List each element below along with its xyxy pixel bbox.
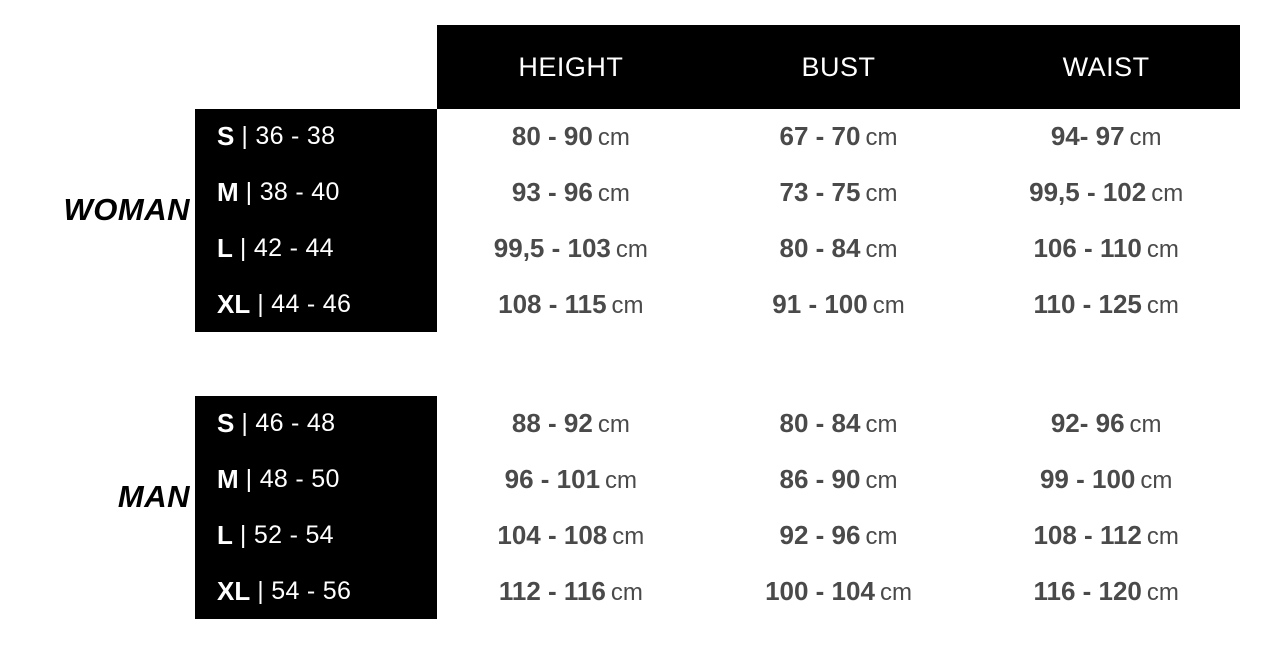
value: 108 - 115 <box>498 288 607 319</box>
cell-bust <box>705 289 973 320</box>
unit: cm <box>1146 291 1179 319</box>
eu-size-label: | 52 - 54 <box>239 520 334 549</box>
cell-height <box>437 408 705 439</box>
cell-waist <box>972 464 1240 495</box>
table-row <box>437 276 1240 332</box>
table-row <box>437 396 1240 452</box>
eu-size-label: | 36 - 38 <box>241 122 336 151</box>
unit: cm <box>865 124 898 152</box>
unit: cm <box>865 180 898 208</box>
column-header-height: HEIGHT <box>518 51 624 82</box>
measurements-man <box>437 396 1240 619</box>
unit: cm <box>1146 522 1179 550</box>
table-row <box>195 165 437 221</box>
value: 116 - 120 <box>1033 575 1142 606</box>
column-header-bust: BUST <box>801 51 876 82</box>
size-label: L <box>217 519 233 550</box>
eu-size-label: | 42 - 44 <box>239 233 334 262</box>
value: 80 - 90 <box>511 121 593 152</box>
cell-bust <box>705 408 973 439</box>
cell-height <box>437 233 705 264</box>
cell-height <box>437 289 705 320</box>
size-label: L <box>217 232 233 263</box>
size-label: S <box>217 121 235 152</box>
cell-waist <box>972 576 1240 607</box>
size-label: M <box>217 177 239 208</box>
unit: cm <box>1140 467 1173 495</box>
unit: cm <box>610 578 643 606</box>
cell-bust <box>705 121 973 152</box>
unit: cm <box>1129 124 1162 152</box>
measurements-woman <box>437 109 1240 332</box>
table-row <box>437 508 1240 564</box>
cell-bust <box>705 177 973 208</box>
unit: cm <box>612 522 645 550</box>
unit: cm <box>872 291 905 319</box>
value: 96 - 101 <box>504 464 601 495</box>
value: 73 - 75 <box>779 177 861 208</box>
value: 86 - 90 <box>779 464 861 495</box>
table-row <box>437 452 1240 508</box>
value: 104 - 108 <box>497 519 608 550</box>
unit: cm <box>1146 235 1179 263</box>
value: 91 - 100 <box>772 288 868 319</box>
size-label: S <box>217 408 235 439</box>
cell-bust <box>705 233 973 264</box>
unit: cm <box>611 291 644 319</box>
cell-waist <box>972 177 1240 208</box>
cell-height <box>437 177 705 208</box>
table-row <box>437 165 1240 221</box>
value: 99,5 - 103 <box>493 232 611 263</box>
cell-waist <box>972 520 1240 551</box>
cell-height <box>437 576 705 607</box>
cell-waist <box>972 121 1240 152</box>
value: 93 - 96 <box>511 177 593 208</box>
cell-height <box>437 121 705 152</box>
table-row <box>437 221 1240 277</box>
value: 99,5 - 102 <box>1029 177 1147 208</box>
cell-bust <box>705 464 973 495</box>
value: 94- 97 <box>1050 121 1125 152</box>
unit: cm <box>1151 180 1184 208</box>
table-row <box>437 563 1240 619</box>
eu-size-label: | 44 - 46 <box>257 289 352 318</box>
table-row <box>195 563 437 619</box>
unit: cm <box>615 235 648 263</box>
group-label-woman: WOMAN <box>63 192 190 227</box>
unit: cm <box>597 411 630 439</box>
table-row <box>195 452 437 508</box>
group-label-man: MAN <box>117 479 190 514</box>
eu-size-label: | 38 - 40 <box>245 178 340 207</box>
unit: cm <box>1129 411 1162 439</box>
size-label: M <box>217 464 239 495</box>
cell-height <box>437 464 705 495</box>
cell-waist <box>972 408 1240 439</box>
value: 106 - 110 <box>1033 232 1142 263</box>
size-label: XL <box>217 288 251 319</box>
size-block-woman <box>195 109 437 332</box>
value: 100 - 104 <box>765 575 875 606</box>
unit: cm <box>597 180 630 208</box>
size-label: XL <box>217 575 251 606</box>
cell-waist <box>972 233 1240 264</box>
value: 67 - 70 <box>779 121 861 152</box>
unit: cm <box>605 467 638 495</box>
unit: cm <box>865 411 898 439</box>
value: 92- 96 <box>1050 408 1125 439</box>
cell-bust <box>705 576 973 607</box>
table-row <box>437 109 1240 165</box>
value: 108 - 112 <box>1033 519 1142 550</box>
unit: cm <box>597 124 630 152</box>
table-row <box>195 396 437 452</box>
value: 80 - 84 <box>779 232 861 263</box>
size-block-man <box>195 396 437 619</box>
eu-size-label: | 48 - 50 <box>245 465 340 494</box>
eu-size-label: | 46 - 48 <box>241 409 336 438</box>
table-row <box>195 221 437 277</box>
table-row <box>195 508 437 564</box>
value: 99 - 100 <box>1039 464 1136 495</box>
value: 110 - 125 <box>1033 288 1142 319</box>
value: 88 - 92 <box>511 408 593 439</box>
value: 92 - 96 <box>779 519 861 550</box>
unit: cm <box>865 235 898 263</box>
unit: cm <box>865 467 898 495</box>
unit: cm <box>865 522 898 550</box>
column-header-waist: WAIST <box>1062 51 1150 82</box>
cell-waist <box>972 289 1240 320</box>
value: 80 - 84 <box>779 408 861 439</box>
table-header-band <box>437 25 1240 109</box>
table-row <box>195 276 437 332</box>
unit: cm <box>1146 578 1179 606</box>
cell-bust <box>705 520 973 551</box>
table-row <box>195 109 437 165</box>
eu-size-label: | 54 - 56 <box>257 576 352 605</box>
unit: cm <box>879 578 912 606</box>
value: 112 - 116 <box>498 575 606 606</box>
cell-height <box>437 520 705 551</box>
